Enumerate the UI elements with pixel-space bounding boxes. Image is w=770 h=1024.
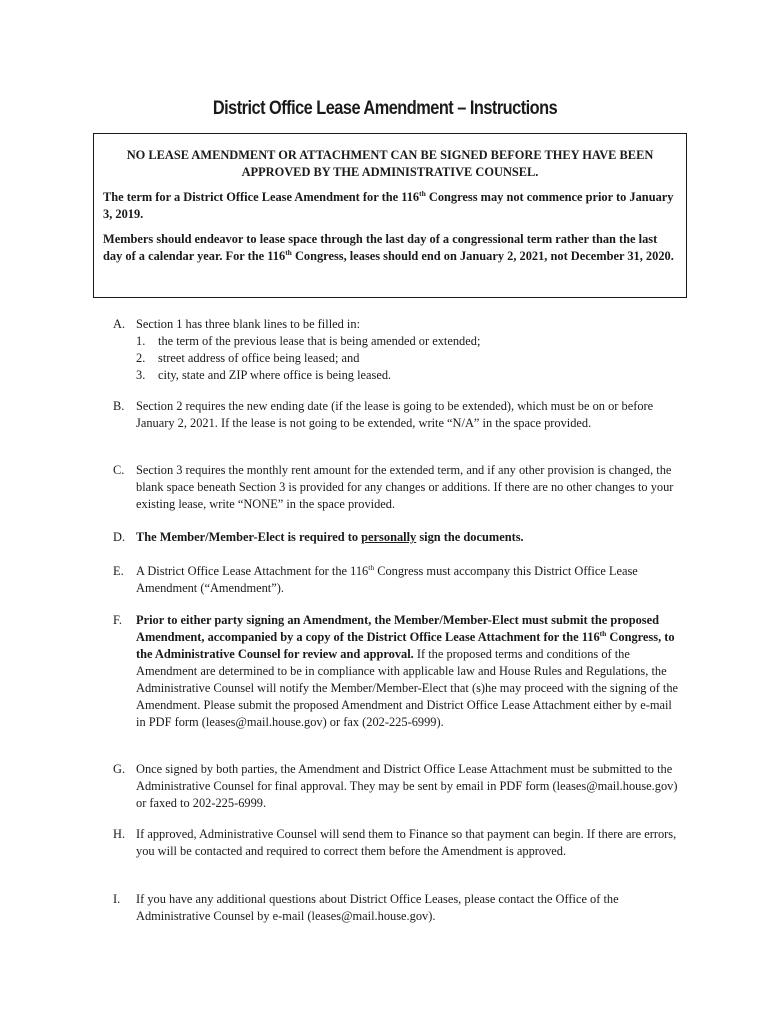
item-text-rest: If the proposed terms and conditions of the Amendment are determined to be in compliance with applicable law and House Rules and Regulations, the Administrative Counsel will notify the Member/Member-Elect that (s)he may proceed with the signing of the Amendment. Please submit the proposed Amendment and District Office Lease Attachment either by e-mail in PDF form (leases@mail.house.gov) or fax (202-225-6999). [136, 647, 679, 729]
item-text [136, 612, 683, 731]
item-label: B. [113, 399, 125, 413]
notice-box [93, 133, 687, 298]
instruction-item-h [113, 826, 683, 860]
ordinal-suffix: th [368, 562, 375, 572]
item-label: I. [113, 892, 121, 906]
item-text: Section 2 requires the new ending date (if the lease is going to be extended), which must be on or before January 2, 2021. If the lease is not going to be extended, write “N/A” in the space provided. [136, 399, 654, 430]
instruction-item-a [113, 316, 683, 384]
page-title: District Office Lease Amendment – Instructions [212, 98, 558, 119]
notice-members-text-end: Congress, leases should end on January 2, 2021, not December 31, 2020. [291, 249, 674, 263]
ordinal-suffix: th [419, 188, 426, 198]
notice-members [103, 231, 677, 265]
item-text: If you have any additional questions about District Office Leases, please contact the Office of the Administrative Counsel by e-mail (leases@mail.house.gov). [136, 892, 619, 923]
item-text-end: sign the documents. [416, 530, 524, 544]
item-text-end: Congress must accompany this District Office Lease Amendment (“Amendment”). [136, 564, 638, 595]
item-label: C. [113, 463, 125, 477]
item-text: Section 3 requires the monthly rent amount for the extended term, and if any other provision is changed, the blank space beneath Section 3 is provided for any changes or additions. If there are no other changes to your existing lease, write “NONE” in the space provided. [136, 463, 674, 511]
instruction-item-b [113, 398, 683, 432]
sub-item [136, 367, 683, 384]
item-label: G. [113, 762, 126, 776]
notice-term [103, 189, 677, 223]
instruction-item-g [113, 761, 683, 812]
sub-item-text: the term of the previous lease that is being amended or extended; [158, 334, 481, 348]
item-text: If approved, Administrative Counsel will send them to Finance so that payment can begin. If there are errors, you will be contacted and required to correct them before the Amendment is approved. [136, 827, 677, 858]
instruction-item-c [113, 462, 683, 513]
item-intro: Section 1 has three blank lines to be filled in: [136, 317, 361, 331]
item-text [136, 563, 683, 597]
notice-warning: NO LEASE AMENDMENT OR ATTACHMENT CAN BE SIGNED BEFORE THEY HAVE BEEN APPROVED BY THE ADMINISTRATIVE COUNSEL. [126, 148, 654, 179]
instruction-item-f [113, 612, 683, 731]
sub-item [136, 333, 683, 350]
item-text-start: A District Office Lease Attachment for the 116 [136, 564, 369, 578]
ordinal-suffix: th [285, 247, 292, 257]
sub-item [136, 350, 683, 367]
notice-term-text-end: Congress may not commence prior to January 3, 2019. [103, 190, 674, 221]
notice-term-text: The term for a District Office Lease Amendment for the 116 [103, 190, 420, 204]
instruction-item-i [113, 891, 683, 925]
item-label: E. [113, 564, 124, 578]
item-bold-text-end: Congress, to the Administrative Counsel for review and approval. [136, 630, 675, 661]
ordinal-suffix: th [599, 628, 607, 638]
sub-item-number: 3. [136, 368, 146, 382]
sub-item-number: 1. [136, 334, 146, 348]
item-text-start: The Member/Member-Elect is required to [136, 530, 362, 544]
item-text: Once signed by both parties, the Amendment and District Office Lease Attachment must be submitted to the Administrative Counsel for final approval. They may be sent by email in PDF form (leases@mail.house.gov) or faxed to 202-225-6999. [136, 762, 678, 810]
item-label: H. [113, 827, 126, 841]
item-text [136, 529, 683, 546]
sub-item-number: 2. [136, 351, 146, 365]
item-label: F. [113, 613, 122, 627]
item-bold-text: Prior to either party signing an Amendment, the Member/Member-Elect must submit the proposed Amendment, accompanied by a copy of the District Office Lease Attachment for the 116 [136, 613, 659, 644]
instruction-item-e [113, 563, 683, 597]
notice-members-text: Members should endeavor to lease space through the last day of a congressional term rather than the last day of a calendar year. For the 116 [103, 232, 658, 263]
instruction-item-d [113, 529, 683, 546]
item-label: A. [113, 317, 126, 331]
sub-item-text: street address of office being leased; and [158, 351, 360, 365]
emphasis-underlined: personally [361, 530, 417, 544]
item-label: D. [113, 530, 126, 544]
sub-item-text: city, state and ZIP where office is being leased. [158, 368, 392, 382]
